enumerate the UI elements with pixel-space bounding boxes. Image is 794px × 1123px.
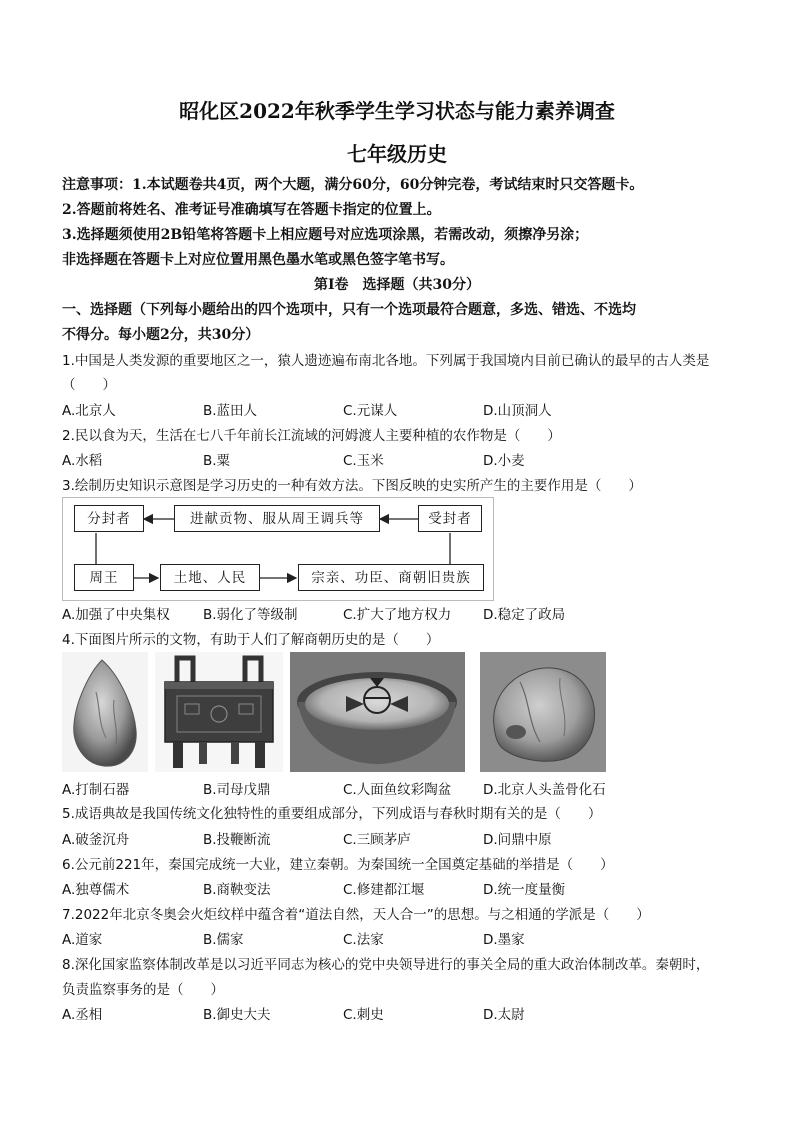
question-1-text-cont: （ ）	[62, 377, 116, 393]
q3-option-a: A.加强了中央集权	[62, 607, 170, 623]
enfeoffment-diagram	[62, 497, 494, 601]
q2-option-c: C.玉米	[343, 453, 384, 469]
q1-option-a: A.北京人	[62, 403, 116, 419]
question-4-options	[62, 778, 762, 798]
q5-option-a: A.破釜沉舟	[62, 832, 130, 848]
diagram-box-recipients: 宗亲、功臣、商朝旧贵族	[298, 564, 484, 591]
question-8-text: 8.深化国家监察体制改革是以习近平同志为核心的党中央领导进行的事关全局的重大政治体制改革。秦朝时，	[62, 957, 710, 973]
notice-line-2: 2.答题前将姓名、准考证号准确填写在答题卡指定的位置上。	[62, 202, 441, 218]
question-5-options	[62, 828, 762, 848]
q3-option-b: B.弱化了等级制	[203, 607, 298, 623]
q5-option-b: B.投鞭断流	[203, 832, 271, 848]
pottery-basin-icon	[290, 652, 465, 772]
q1-option-b: B.蓝田人	[203, 403, 258, 419]
question-1-text: 1.中国是人类发源的重要地区之一，猿人遗迹遍布南北各地。下列属于我国境内目前已确认的最早的古人类是	[62, 353, 710, 369]
question-5-text: 5.成语典故是我国传统文化独特性的重要组成部分，下列成语与春秋时期有关的是（ ）	[62, 806, 602, 822]
q4-option-a: A.打制石器	[62, 782, 130, 798]
question-4-text: 4.下面图片所示的文物，有助于人们了解商朝历史的是（ ）	[62, 632, 440, 648]
q4-option-d: D.北京人头盖骨化石	[483, 782, 606, 798]
question-2-text: 2.民以食为天，生活在七八千年前长江流域的河姆渡人主要种植的农作物是（ ）	[62, 428, 561, 444]
question-6-text: 6.公元前221年，秦国完成统一大业，建立秦朝。为秦国统一全国奠定基础的举措是（ ）	[62, 857, 614, 873]
notice-line-3: 3.选择题须使用2B铅笔将答题卡上相应题号对应选项涂黑，若需改动，须擦净另涂；	[62, 227, 589, 243]
question-6-options	[62, 878, 762, 898]
q7-option-c: C.法家	[343, 932, 384, 948]
q6-option-c: C.修建都江堰	[343, 882, 425, 898]
skull-fossil-icon	[480, 652, 606, 772]
exam-title: 昭化区2022年秋季学生学习状态与能力素养调查	[179, 99, 615, 123]
diagram-box-land-people: 土地、人民	[160, 564, 260, 591]
q4-option-b: B.司母戊鼎	[203, 782, 271, 798]
exam-subtitle: 七年级历史	[347, 142, 447, 166]
question-8-text-cont: 负责监察事务的是（ ）	[62, 982, 224, 998]
diagram-box-zhou-wang: 周王	[74, 564, 134, 591]
q6-option-a: A.独尊儒术	[62, 882, 130, 898]
question-1-options	[62, 399, 762, 419]
stone-tool-icon	[62, 652, 148, 772]
q6-option-b: B.商鞅变法	[203, 882, 271, 898]
diagram-box-fen-feng-zhe: 分封者	[74, 505, 144, 532]
q6-option-d: D.统一度量衡	[483, 882, 566, 898]
q3-option-d: D.稳定了政局	[483, 607, 566, 623]
section-instructions-1: 一、选择题（下列每小题给出的四个选项中，只有一个选项最符合题意，多选、错选、不选均	[62, 302, 636, 318]
q8-option-d: D.太尉	[483, 1007, 525, 1023]
q2-option-a: A.水稻	[62, 453, 103, 469]
q8-option-b: B.御史大夫	[203, 1007, 271, 1023]
notice-line-1: 注意事项：1.本试题卷共4页，两个大题，满分60分，60分钟完卷，考试结束时只交答题卡。	[62, 177, 644, 193]
q2-option-b: B.粟	[203, 453, 231, 469]
question-3-text: 3.绘制历史知识示意图是学习历史的一种有效方法。下图反映的史实所产生的主要作用是（ ）	[62, 478, 642, 494]
q1-option-d: D.山顶洞人	[483, 403, 552, 419]
q5-option-d: D.问鼎中原	[483, 832, 552, 848]
q8-option-a: A.丞相	[62, 1007, 103, 1023]
q5-option-c: C.三顾茅庐	[343, 832, 411, 848]
q8-option-c: C.刺史	[343, 1007, 384, 1023]
q7-option-a: A.道家	[62, 932, 103, 948]
question-3-options	[62, 603, 762, 623]
q1-option-c: C.元谋人	[343, 403, 398, 419]
diagram-box-shou-feng-zhe: 受封者	[418, 505, 482, 532]
question-7-text: 7.2022年北京冬奥会火炬纹样中蕴含着“道法自然，天人合一”的思想。与之相通的学派是（ ）	[62, 907, 650, 923]
q7-option-b: B.儒家	[203, 932, 244, 948]
ding-vessel-icon	[155, 652, 283, 772]
question-7-options	[62, 928, 762, 948]
q3-option-c: C.扩大了地方权力	[343, 607, 452, 623]
q4-option-c: C.人面鱼纹彩陶盆	[343, 782, 452, 798]
q2-option-d: D.小麦	[483, 453, 525, 469]
q7-option-d: D.墨家	[483, 932, 525, 948]
diagram-box-duties: 进献贡物、服从周王调兵等	[174, 505, 380, 532]
notice-line-4: 非选择题在答题卡上对应位置用黑色墨水笔或黑色签字笔书写。	[62, 252, 454, 268]
question-8-options	[62, 1003, 762, 1023]
question-2-options	[62, 449, 762, 469]
section-instructions-2: 不得分。每小题2分，共30分）	[62, 327, 260, 343]
section-title: 第Ⅰ卷 选择题（共30分）	[313, 277, 481, 293]
